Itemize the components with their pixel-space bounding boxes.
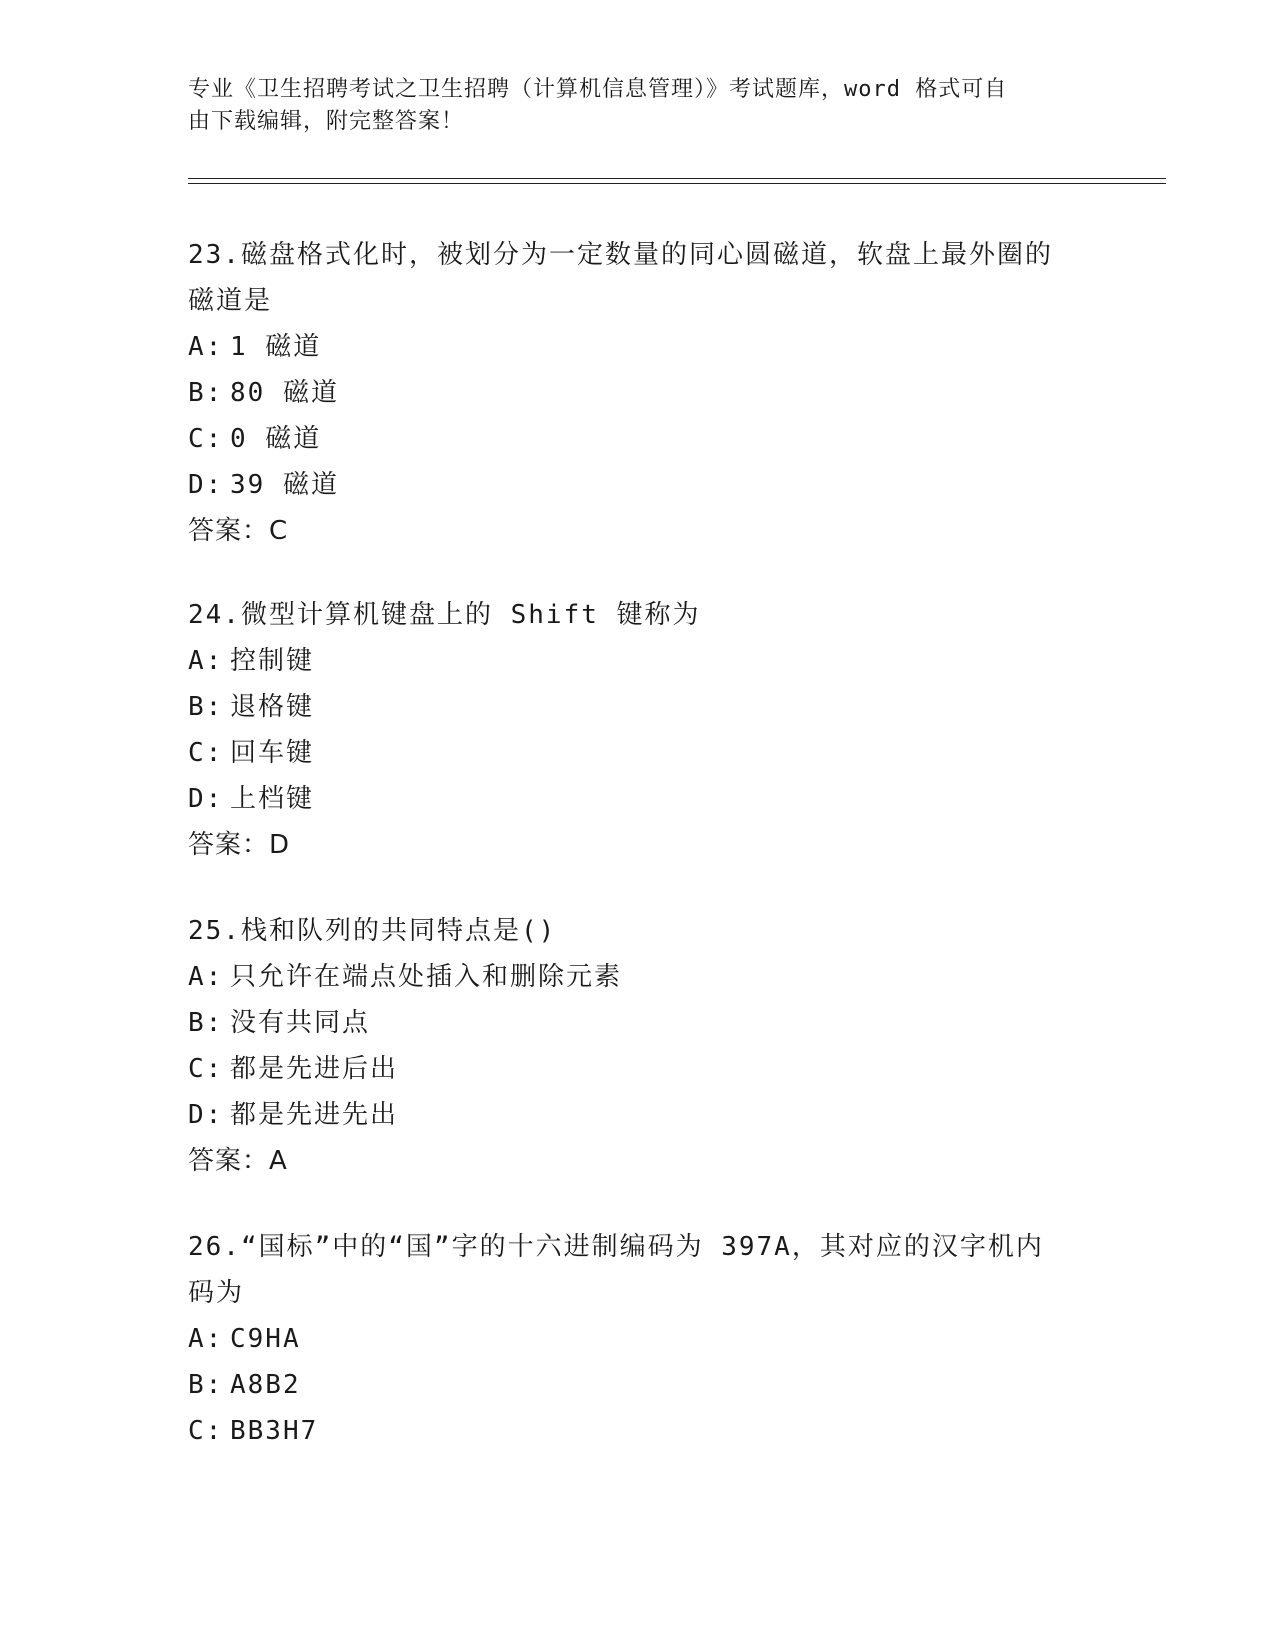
option-d <box>188 776 1088 822</box>
option-text: 没有共同点 <box>230 1008 371 1038</box>
option-b <box>188 370 1088 416</box>
question-26 <box>188 1224 1088 1454</box>
option-letter: A: <box>188 332 224 362</box>
question-stem-line-1: 24.微型计算机键盘上的 Shift 键称为 <box>188 600 701 630</box>
header-divider-bottom <box>188 183 1166 184</box>
option-letter: B: <box>188 378 224 408</box>
option-b <box>188 684 1088 730</box>
option-text: 都是先进后出 <box>230 1054 399 1084</box>
option-c <box>188 730 1088 776</box>
option-letter: B: <box>188 1008 224 1038</box>
option-letter: A: <box>188 962 224 992</box>
option-text: BB3H7 <box>230 1416 319 1446</box>
question-stem-line-2: 磁道是 <box>188 286 273 316</box>
header-line-2: 由下载编辑，附完整答案！ <box>188 109 465 134</box>
option-text: 回车键 <box>230 738 315 768</box>
option-d <box>188 462 1088 508</box>
option-letter: A: <box>188 646 224 676</box>
option-text: C9HA <box>230 1324 301 1354</box>
answer-line: 答案：A <box>188 1146 288 1176</box>
option-letter: C: <box>188 424 224 454</box>
question-24 <box>188 592 1088 868</box>
option-letter: D: <box>188 784 224 814</box>
option-letter: C: <box>188 738 224 768</box>
option-letter: C: <box>188 1054 224 1084</box>
option-c <box>188 1408 1088 1454</box>
option-a <box>188 324 1088 370</box>
document-header <box>188 74 1088 138</box>
option-text: 控制键 <box>230 646 315 676</box>
option-b <box>188 1362 1088 1408</box>
option-a <box>188 638 1088 684</box>
option-text: 上档键 <box>230 784 315 814</box>
option-a <box>188 954 1088 1000</box>
option-text: 退格键 <box>230 692 315 722</box>
question-23 <box>188 232 1088 554</box>
question-stem-line-1: 25.栈和队列的共同特点是() <box>188 916 557 946</box>
option-text: 0 磁道 <box>230 424 322 454</box>
question-stem-line-2: 码为 <box>188 1278 245 1308</box>
answer-line: 答案：C <box>188 516 289 546</box>
question-stem-line-1: 23.磁盘格式化时，被划分为一定数量的同心圆磁道，软盘上最外圈的 <box>188 240 1053 270</box>
header-divider-top <box>188 178 1166 179</box>
option-text: A8B2 <box>230 1370 301 1400</box>
option-letter: B: <box>188 1370 224 1400</box>
question-stem-line-1: 26.“国标”中的“国”字的十六进制编码为 397A，其对应的汉字机内 <box>188 1232 1044 1262</box>
option-text: 39 磁道 <box>230 470 339 500</box>
option-c <box>188 416 1088 462</box>
answer-line: 答案：D <box>188 830 291 860</box>
option-c <box>188 1046 1088 1092</box>
option-b <box>188 1000 1088 1046</box>
option-letter: C: <box>188 1416 224 1446</box>
option-letter: D: <box>188 1100 224 1130</box>
option-letter: A: <box>188 1324 224 1354</box>
option-text: 只允许在端点处插入和删除元素 <box>230 962 623 992</box>
option-text: 1 磁道 <box>230 332 322 362</box>
option-a <box>188 1316 1088 1362</box>
header-line-1: 专业《卫生招聘考试之卫生招聘（计算机信息管理）》考试题库，word 格式可自 <box>188 77 1008 102</box>
option-letter: B: <box>188 692 224 722</box>
option-text: 80 磁道 <box>230 378 339 408</box>
option-text: 都是先进先出 <box>230 1100 399 1130</box>
option-d <box>188 1092 1088 1138</box>
question-25 <box>188 908 1088 1184</box>
option-letter: D: <box>188 470 224 500</box>
